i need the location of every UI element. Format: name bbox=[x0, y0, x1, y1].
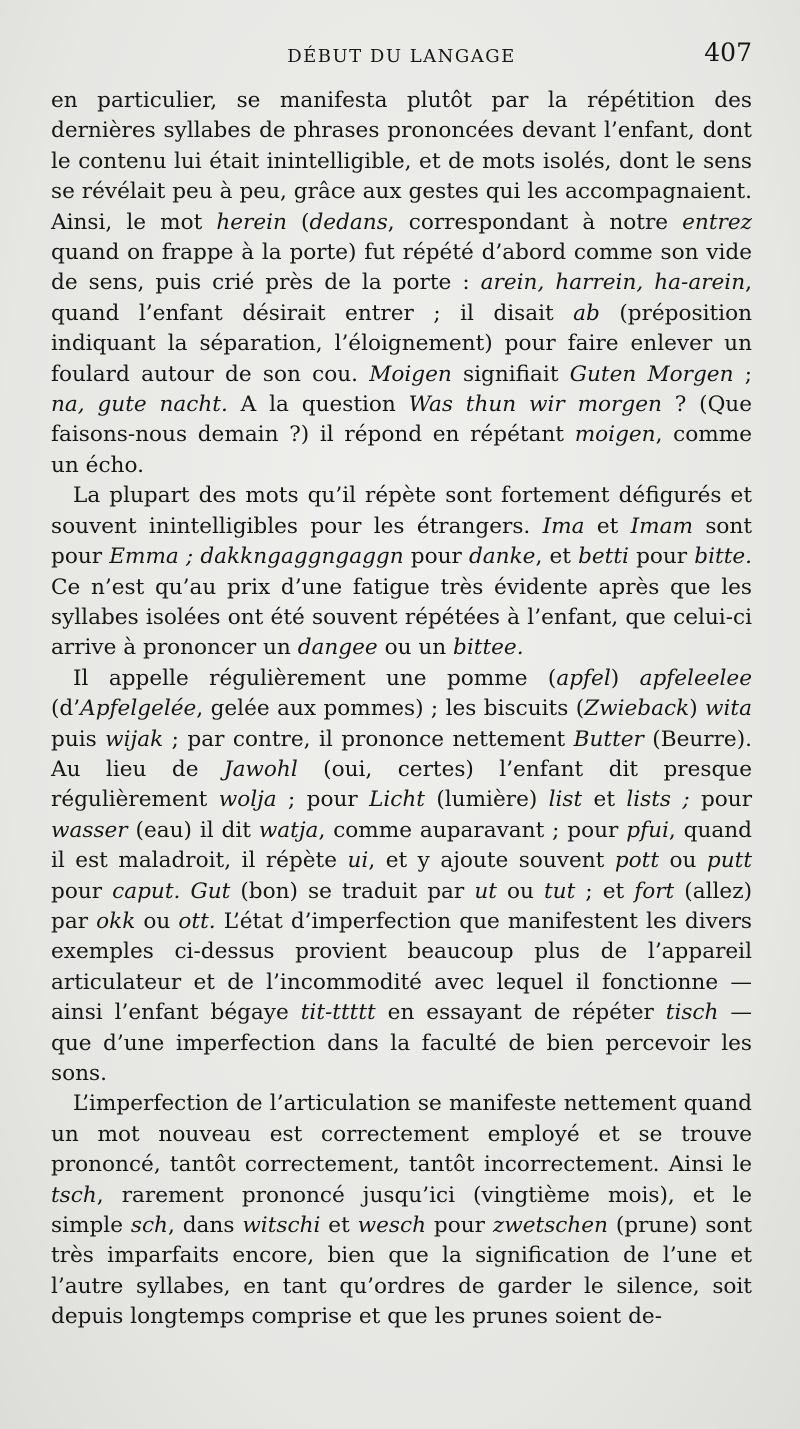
text-run: (d’ bbox=[51, 696, 81, 722]
text-run: et bbox=[582, 787, 627, 813]
text-run: ) bbox=[689, 696, 706, 722]
text-run: , comme auparavant ; pour bbox=[318, 817, 627, 843]
italic-term: dangee bbox=[297, 635, 378, 661]
body-text bbox=[51, 86, 752, 1333]
italic-term: tsch bbox=[51, 1182, 97, 1208]
italic-term: tit-ttttt bbox=[300, 1000, 376, 1026]
text-run: en essayant de répéter bbox=[375, 1000, 666, 1026]
italic-term: danke bbox=[468, 544, 536, 570]
text-run: ou bbox=[135, 908, 179, 934]
italic-term: sch bbox=[130, 1213, 168, 1239]
text-run: , quand il est maladroit, il répète bbox=[51, 817, 752, 874]
text-run: quand on frappe à la porte) fut répété d’abord comme son vide de sens, puis crié près de la porte : bbox=[51, 240, 752, 296]
italic-term: watja bbox=[258, 817, 319, 843]
text-run: pour bbox=[51, 878, 113, 904]
text-run: puis bbox=[51, 726, 106, 752]
text-run: ou un bbox=[377, 635, 454, 661]
italic-term: herein bbox=[216, 209, 287, 235]
text-run: , dans bbox=[167, 1213, 243, 1239]
text-run: L’état d’imperfection que manifestent les divers exemples ci-dessus provient beaucoup plus de l’appareil articulateur et de l’incommodité avec lequel il fonctionne — ainsi l’enfant bégaye bbox=[51, 908, 753, 1026]
italic-term: Imam bbox=[630, 513, 693, 539]
page-header bbox=[51, 38, 752, 86]
text-run: pour bbox=[403, 544, 469, 570]
text-run: ; par contre, il prononce nettement bbox=[163, 726, 574, 752]
text-run: (allez) par bbox=[51, 878, 753, 934]
text-run: ) bbox=[610, 665, 640, 691]
paragraph bbox=[51, 481, 752, 663]
text-run: Il appelle régulièrement une pomme ( bbox=[73, 665, 557, 691]
italic-term: moigen bbox=[574, 422, 656, 448]
italic-term: caput. Gut bbox=[112, 878, 231, 904]
italic-term: Butter bbox=[573, 726, 644, 752]
paragraph bbox=[51, 86, 752, 481]
text-run: pour bbox=[689, 787, 753, 813]
text-run: A la question bbox=[227, 392, 409, 418]
italic-term: ab bbox=[573, 300, 600, 326]
text-run: ? (Que faisons-nous demain ?) il répond en répétant bbox=[51, 392, 752, 448]
text-run: et bbox=[320, 1213, 358, 1239]
text-run: , et y ajoute souvent bbox=[368, 848, 615, 874]
italic-term: lists ; bbox=[626, 787, 690, 813]
text-run: (eau) il dit bbox=[127, 817, 259, 843]
text-run: , et bbox=[535, 544, 579, 570]
text-run: (oui, certes) l’enfant dit presque régulièrement bbox=[51, 756, 752, 813]
italic-term: zwetschen bbox=[492, 1213, 608, 1239]
italic-term: Jawohl bbox=[223, 756, 298, 782]
text-run: L’imperfection de l’articulation se manifeste nettement quand un mot nouveau est correctement employé et se trouve prononcé, tantôt correctement, tantôt incorrectement. Ainsi le bbox=[51, 1091, 752, 1178]
text-run: , quand l’enfant désirait entrer ; il disait bbox=[51, 270, 752, 326]
italic-term: putt bbox=[706, 848, 753, 874]
italic-term: wesch bbox=[357, 1213, 427, 1239]
text-run: pour bbox=[426, 1213, 493, 1239]
italic-term: wolja bbox=[218, 787, 277, 813]
page-number: 407 bbox=[704, 38, 752, 67]
italic-term: Licht bbox=[369, 787, 425, 813]
paragraph bbox=[51, 1089, 752, 1332]
text-run: et bbox=[584, 513, 631, 539]
italic-term: tisch bbox=[665, 1000, 719, 1026]
italic-term: Guten Morgen bbox=[569, 361, 734, 387]
text-run: , comme un écho. bbox=[51, 422, 752, 478]
text-run: — que d’une imperfection dans la faculté de bien percevoir les sons. bbox=[51, 1000, 752, 1086]
italic-term: list bbox=[548, 787, 583, 813]
italic-term: pfui bbox=[626, 817, 669, 843]
text-run: sont pour bbox=[51, 513, 753, 570]
italic-term: Ima bbox=[542, 513, 585, 539]
italic-term: bittee. bbox=[453, 635, 524, 661]
text-run: (bon) se traduit par bbox=[230, 878, 475, 904]
italic-term: wijak bbox=[105, 726, 164, 752]
text-run: ( bbox=[286, 209, 310, 235]
text-run: (préposition indiquant la séparation, l’éloignement) pour faire enlever un foulard autour de son cou. bbox=[51, 300, 752, 387]
italic-term: Zwieback bbox=[584, 696, 690, 722]
italic-term: na, gute nacht. bbox=[51, 392, 228, 418]
text-run: , rarement prononcé jusqu’ici (vingtième mois), et le simple bbox=[51, 1182, 752, 1239]
text-run: (lumière) bbox=[425, 787, 549, 813]
italic-term: Moigen bbox=[369, 361, 452, 387]
paragraph bbox=[51, 664, 752, 1090]
italic-term: betti bbox=[578, 544, 629, 570]
text-run: , correspondant à notre bbox=[387, 209, 683, 235]
text-run: La plupart des mots qu’il répète sont fortement défigurés et souvent inintelligibles pour les étrangers. bbox=[51, 483, 752, 539]
running-title: DÉBUT DU LANGAGE bbox=[287, 46, 516, 67]
italic-term: fort bbox=[634, 878, 675, 904]
italic-term: tut bbox=[544, 878, 576, 904]
italic-term: dedans bbox=[309, 209, 388, 235]
text-run: , gelée aux pommes) ; les biscuits ( bbox=[196, 696, 585, 722]
italic-term: okk bbox=[96, 908, 136, 934]
italic-term: pott bbox=[614, 848, 660, 874]
text-run: en particulier, se manifesta plutôt par la répétition des dernières syllabes de phrases prononcées devant l’enfant, dont le contenu lui était inintelligible, et de mots isolés, dont le sens se révélait peu à peu, grâce aux gestes qui les accompagnaient. Ainsi, le mot bbox=[51, 88, 752, 235]
text-run: pour bbox=[628, 544, 695, 570]
text-run: ; bbox=[733, 361, 753, 387]
italic-term: Was thun wir morgen bbox=[408, 392, 662, 418]
italic-term: Apfelgelée bbox=[80, 696, 197, 722]
text-run: Ce n’est qu’au prix d’une fatigue très évidente après que les syllabes isolées ont été souvent répétées à l’enfant, que celui-ci arrive à prononcer un bbox=[51, 574, 752, 661]
text-run: ou bbox=[659, 848, 707, 874]
italic-term: ui bbox=[347, 848, 369, 874]
italic-term: ut bbox=[474, 878, 497, 904]
text-run: (Beurre). Au lieu de bbox=[51, 726, 752, 782]
text-run: (prune) sont très imparfaits encore, bien que la signification de l’une et l’autre syllabes, en tant qu’ordres de garder le silence, soit depuis longtemps comprise et que les prunes soient de- bbox=[51, 1213, 753, 1330]
text-run: ou bbox=[496, 878, 544, 904]
text-run: signifiait bbox=[451, 361, 570, 387]
text-run: ; et bbox=[575, 878, 635, 904]
italic-term: wasser bbox=[51, 817, 128, 843]
italic-term: wita bbox=[705, 696, 752, 722]
italic-term: apfeleelee bbox=[639, 665, 752, 691]
text-run: ; pour bbox=[276, 787, 370, 813]
italic-term: apfel bbox=[556, 665, 611, 691]
italic-term: Emma ; dakkngaggngaggn bbox=[109, 544, 404, 570]
italic-term: arein, harrein, ha-arein bbox=[480, 270, 746, 296]
italic-term: bitte. bbox=[694, 544, 753, 570]
italic-term: entrez bbox=[682, 209, 752, 235]
italic-term: ott. bbox=[178, 908, 216, 934]
italic-term: witschi bbox=[242, 1213, 321, 1239]
